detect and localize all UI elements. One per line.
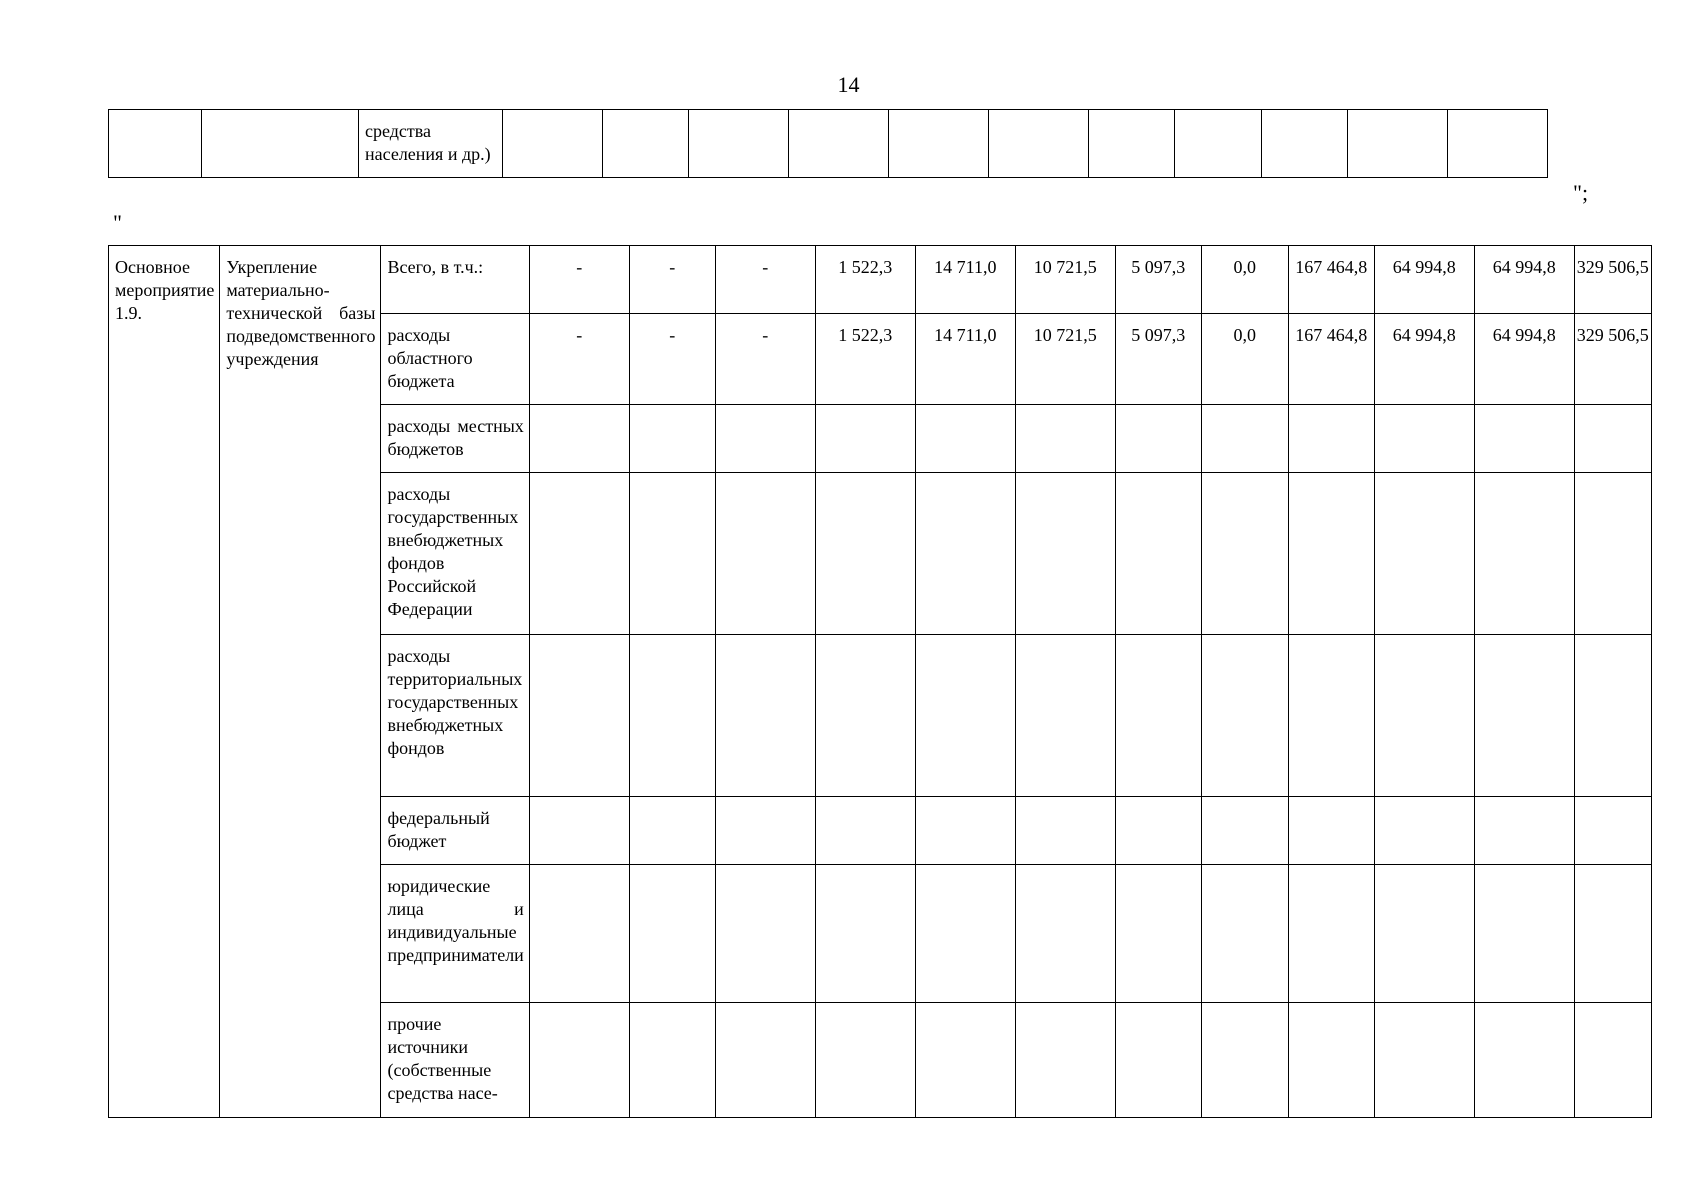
funding-table xyxy=(108,245,1652,1118)
value-cell xyxy=(1374,635,1474,797)
value-cell: 10 721,5 xyxy=(1015,314,1115,405)
value-cell xyxy=(529,797,629,865)
value-cell xyxy=(1574,473,1651,635)
value-cell xyxy=(1201,797,1288,865)
value-cell xyxy=(503,110,603,178)
value-cell xyxy=(1474,473,1574,635)
value-cell xyxy=(629,405,715,473)
value-cell xyxy=(1115,405,1201,473)
value-cell: 0,0 xyxy=(1201,314,1288,405)
value-cell xyxy=(1374,797,1474,865)
page-number: 14 xyxy=(837,72,860,97)
value-cell xyxy=(789,110,889,178)
value-cell: 64 994,8 xyxy=(1374,314,1474,405)
funding-source-cell: средства населения и др.) xyxy=(359,110,503,178)
value-cell xyxy=(1115,1003,1201,1118)
value-cell xyxy=(1574,865,1651,1003)
value-cell xyxy=(715,1003,815,1118)
closing-quote: "; xyxy=(1573,180,1589,205)
value-cell xyxy=(915,865,1015,1003)
value-cell xyxy=(1201,1003,1288,1118)
value-cell xyxy=(1201,473,1288,635)
table-row xyxy=(109,246,1652,314)
value-cell xyxy=(629,865,715,1003)
value-cell: 14 711,0 xyxy=(915,246,1015,314)
funding-source-cell: расходы территориальных государственных внебюджетных фондов xyxy=(381,635,529,797)
value-cell xyxy=(1015,1003,1115,1118)
value-cell xyxy=(815,405,915,473)
measure-id-cell xyxy=(109,110,202,178)
value-cell: 64 994,8 xyxy=(1474,246,1574,314)
value-cell xyxy=(715,797,815,865)
value-cell xyxy=(629,473,715,635)
value-cell xyxy=(1474,865,1574,1003)
value-cell xyxy=(1288,865,1374,1003)
value-cell xyxy=(529,635,629,797)
value-cell: 64 994,8 xyxy=(1374,246,1474,314)
value-cell xyxy=(815,865,915,1003)
value-cell xyxy=(1574,1003,1651,1118)
value-cell xyxy=(1015,865,1115,1003)
value-cell xyxy=(815,635,915,797)
value-cell xyxy=(603,110,689,178)
value-cell xyxy=(1574,635,1651,797)
value-cell xyxy=(915,1003,1015,1118)
value-cell xyxy=(715,473,815,635)
value-cell: - xyxy=(529,246,629,314)
value-cell xyxy=(1474,405,1574,473)
value-cell xyxy=(815,1003,915,1118)
value-cell xyxy=(1288,473,1374,635)
value-cell xyxy=(1574,797,1651,865)
value-cell xyxy=(1115,473,1201,635)
value-cell xyxy=(1089,110,1175,178)
funding-source-cell: расходы местных бюджетов xyxy=(381,405,529,473)
value-cell xyxy=(915,473,1015,635)
value-cell xyxy=(715,635,815,797)
value-cell: - xyxy=(715,246,815,314)
value-cell xyxy=(1288,797,1374,865)
value-cell xyxy=(815,797,915,865)
value-cell xyxy=(629,797,715,865)
value-cell xyxy=(1201,865,1288,1003)
funding-source-cell: прочие источники (собственные средства насе- xyxy=(381,1003,529,1118)
measure-name-cell: Укрепление материально-технической базы подведомственного учреждения xyxy=(220,246,381,1118)
value-cell xyxy=(715,865,815,1003)
value-cell xyxy=(915,635,1015,797)
funding-source-cell: Всего, в т.ч.: xyxy=(381,246,529,314)
value-cell xyxy=(1115,865,1201,1003)
value-cell xyxy=(529,865,629,1003)
value-cell xyxy=(1015,797,1115,865)
value-cell xyxy=(915,405,1015,473)
value-cell xyxy=(889,110,989,178)
value-cell: 5 097,3 xyxy=(1115,246,1201,314)
value-cell xyxy=(815,473,915,635)
value-cell xyxy=(629,635,715,797)
value-cell: 1 522,3 xyxy=(815,246,915,314)
value-cell xyxy=(1374,1003,1474,1118)
value-cell: 10 721,5 xyxy=(1015,246,1115,314)
value-cell: 0,0 xyxy=(1201,246,1288,314)
table-row xyxy=(109,110,1548,178)
value-cell xyxy=(629,1003,715,1118)
value-cell xyxy=(1201,405,1288,473)
value-cell: 5 097,3 xyxy=(1115,314,1201,405)
value-cell xyxy=(1015,405,1115,473)
value-cell: - xyxy=(629,246,715,314)
value-cell: 167 464,8 xyxy=(1288,314,1374,405)
value-cell xyxy=(1015,473,1115,635)
funding-source-cell: расходы областного бюджета xyxy=(381,314,529,405)
value-cell xyxy=(1574,405,1651,473)
opening-quote: " xyxy=(113,210,122,235)
value-cell xyxy=(915,797,1015,865)
value-cell xyxy=(1115,797,1201,865)
value-cell xyxy=(529,405,629,473)
measure-id-cell: Основное мероприятие 1.9. xyxy=(109,246,220,1118)
value-cell xyxy=(1288,1003,1374,1118)
value-cell xyxy=(1288,635,1374,797)
value-cell xyxy=(529,473,629,635)
value-cell xyxy=(1374,473,1474,635)
value-cell: 1 522,3 xyxy=(815,314,915,405)
value-cell: - xyxy=(715,314,815,405)
value-cell: 64 994,8 xyxy=(1474,314,1574,405)
value-cell xyxy=(1015,635,1115,797)
continuation-table xyxy=(108,109,1548,178)
value-cell xyxy=(1262,110,1348,178)
value-cell: - xyxy=(629,314,715,405)
value-cell xyxy=(1201,635,1288,797)
value-cell xyxy=(689,110,789,178)
value-cell xyxy=(989,110,1089,178)
value-cell xyxy=(1474,797,1574,865)
value-cell: 14 711,0 xyxy=(915,314,1015,405)
value-cell: 167 464,8 xyxy=(1288,246,1374,314)
value-cell: 329 506,5 xyxy=(1574,314,1651,405)
funding-source-cell: расходы государственных внебюджетных фондов Российской Федерации xyxy=(381,473,529,635)
value-cell xyxy=(1474,635,1574,797)
funding-source-cell: юридические лица и индивидуальные предприниматели xyxy=(381,865,529,1003)
value-cell xyxy=(1288,405,1374,473)
value-cell xyxy=(529,1003,629,1118)
value-cell xyxy=(1474,1003,1574,1118)
value-cell xyxy=(1348,110,1448,178)
value-cell xyxy=(1448,110,1548,178)
value-cell: - xyxy=(529,314,629,405)
funding-source-cell: федеральный бюджет xyxy=(381,797,529,865)
value-cell xyxy=(1175,110,1262,178)
value-cell xyxy=(1374,405,1474,473)
value-cell: 329 506,5 xyxy=(1574,246,1651,314)
value-cell xyxy=(1374,865,1474,1003)
measure-name-cell xyxy=(202,110,359,178)
value-cell xyxy=(715,405,815,473)
value-cell xyxy=(1115,635,1201,797)
